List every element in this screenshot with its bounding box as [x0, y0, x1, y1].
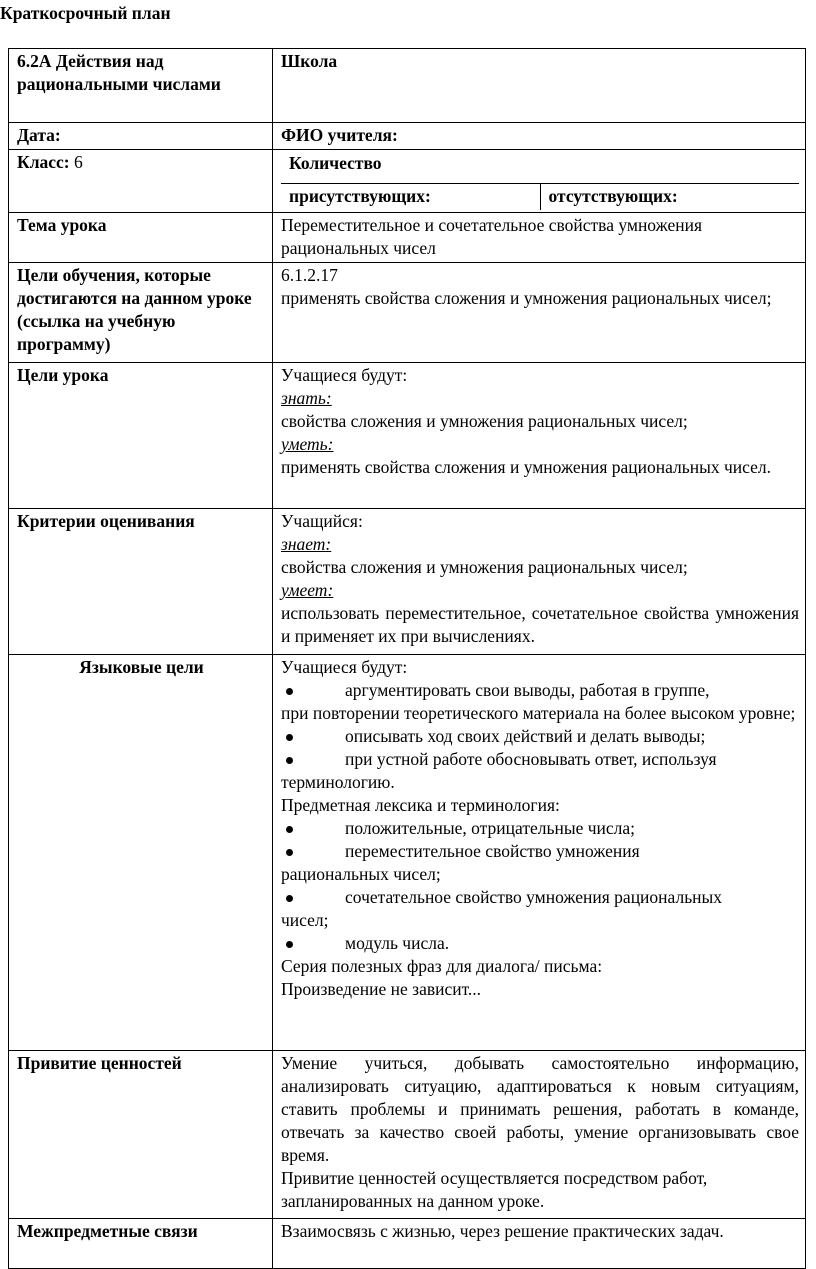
absent-label: отсутствующих:: [548, 186, 678, 206]
language-goals-cell: [273, 655, 806, 1051]
knows-text: свойства сложения и умножения рациональных чисел;: [281, 557, 688, 577]
class-value: 6: [74, 152, 83, 172]
table-row: [9, 263, 806, 363]
criteria-can-label: умеет:: [281, 580, 334, 600]
table-row: [9, 1219, 806, 1269]
can-label: уметь:: [281, 434, 334, 454]
criteria-intro: Учащийся:: [281, 511, 363, 531]
table-row: [9, 213, 806, 263]
know-text: свойства сложения и умножения рациональных чисел;: [281, 411, 688, 431]
know-label: знать:: [281, 388, 332, 408]
interdisciplinary-value: Взаимосвязь с жизнью, через решение практических задач.: [273, 1219, 806, 1269]
teacher-cell: ФИО учителя:: [273, 123, 806, 150]
list-item: аргументировать свои выводы, работая в группе,: [281, 679, 799, 702]
date-cell: Дата:: [9, 123, 273, 150]
goals-intro: Учащиеся будут:: [281, 365, 408, 385]
table-row: [9, 150, 806, 213]
attendance-cell: [273, 150, 806, 213]
criteria-can-text: использовать переместительное, сочетательное свойства умножения и применяет их при вычислениях.: [281, 603, 799, 646]
language-intro: Учащиеся будут:: [281, 657, 408, 677]
objectives-cell: [273, 263, 806, 363]
document-title: Краткосрочный план: [0, 3, 171, 23]
lesson-goals-label: Цели урока: [9, 363, 273, 509]
bullet-icon: [286, 941, 293, 948]
phrase-item: Произведение не зависит...: [281, 979, 482, 999]
bullet-icon: [286, 826, 293, 833]
objective-code: 6.1.2.17: [281, 265, 338, 285]
table-row: [9, 509, 806, 655]
school-cell: Школа: [273, 49, 806, 123]
objectives-label: Цели обучения, которые достигаются на данном уроке (ссылка на учебную программу): [9, 263, 273, 363]
topic-label: Тема урока: [9, 213, 273, 263]
class-cell: [9, 150, 273, 213]
language-goals-label: Языковые цели: [9, 655, 273, 1051]
list-item: переместительное свойство умножения: [281, 840, 799, 863]
lesson-goals-cell: [273, 363, 806, 509]
knows-label: знает:: [281, 534, 332, 554]
objective-text: применять свойства сложения и умножения рациональных чисел;: [281, 288, 772, 308]
list-item-continuation: терминологию.: [281, 772, 395, 792]
list-item: при устной работе обосновывать ответ, используя: [281, 748, 799, 771]
bullet-icon: [286, 734, 293, 741]
list-item: сочетательное свойство умножения рациональных: [281, 886, 799, 909]
phrases-title: Серия полезных фраз для диалога/ письма:: [281, 956, 603, 976]
bullet-icon: [286, 688, 293, 695]
vocab-title: Предметная лексика и терминология:: [281, 795, 560, 815]
list-item-continuation: чисел;: [281, 910, 329, 930]
bullet-icon: [286, 895, 293, 902]
list-item-continuation: рациональных чисел;: [281, 864, 441, 884]
list-item-continuation: при повторении теоретического материала на более высоком уровне;: [281, 703, 796, 723]
criteria-cell: [273, 509, 806, 655]
topic-value: Переместительное и сочетательное свойства умножения рациональных чисел: [273, 213, 806, 263]
bullet-icon: [286, 849, 293, 856]
list-item: положительные, отрицательные числа;: [281, 817, 799, 840]
values-label: Привитие ценностей: [9, 1051, 273, 1219]
table-row: [9, 363, 806, 509]
list-item: модуль числа.: [281, 932, 799, 955]
lesson-plan-table: [8, 48, 806, 1269]
table-row: [9, 123, 806, 150]
table-row: [9, 49, 806, 123]
present-label: присутствующих:: [281, 184, 540, 211]
can-text: применять свойства сложения и умножения рациональных чисел.: [281, 457, 772, 477]
bullet-icon: [286, 757, 293, 764]
attendance-title: Количество: [281, 151, 799, 184]
unit-cell: 6.2А Действия над рациональными числами: [9, 49, 273, 123]
table-row: [9, 655, 806, 1051]
values-paragraph-2: Привитие ценностей осуществляется посредством работ, запланированных на данном уроке.: [281, 1168, 708, 1211]
interdisciplinary-label: Межпредметные связи: [9, 1219, 273, 1269]
class-label: Класс:: [17, 152, 70, 172]
list-item: описывать ход своих действий и делать выводы;: [281, 725, 799, 748]
values-paragraph-1: Умение учиться, добывать самостоятельно информацию, анализировать ситуацию, адаптироваться к новым ситуациям, ставить проблемы и принимать решения, работать в команде, отвечать за качество своей работы, умение организовывать свое время.: [281, 1053, 799, 1165]
table-row: [9, 1051, 806, 1219]
values-cell: [273, 1051, 806, 1219]
criteria-label: Критерии оценивания: [9, 509, 273, 655]
